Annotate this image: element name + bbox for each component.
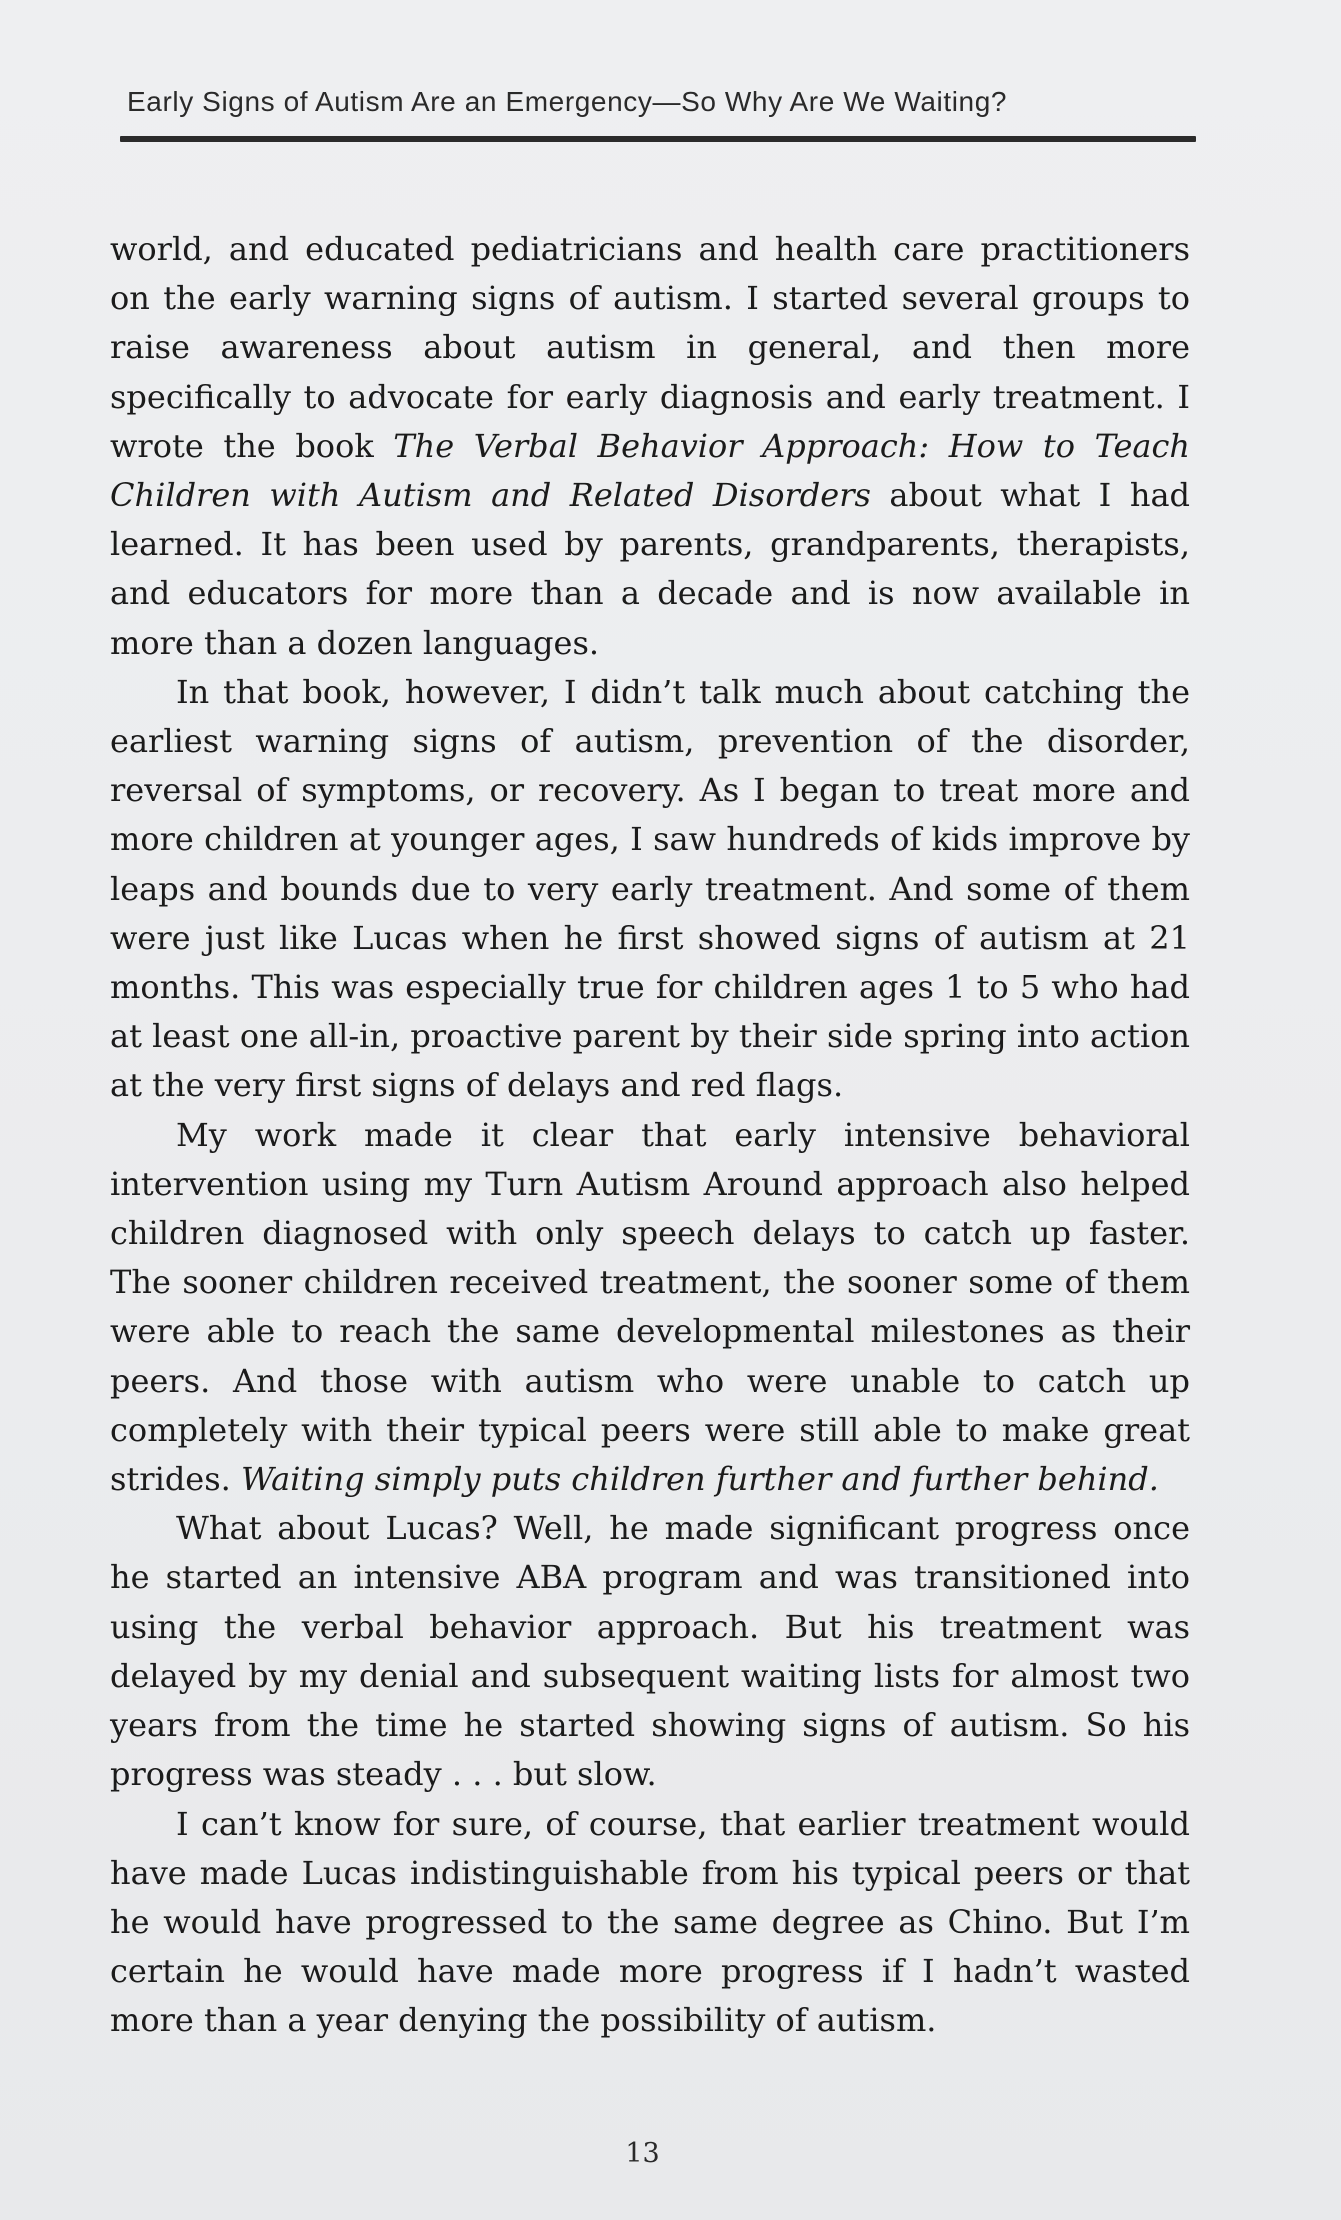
paragraph-1 — [110, 225, 1190, 668]
body-text — [110, 225, 1190, 2046]
book-title: The Verbal Behavior Approach: How to Teach Children with Autism and Related Disorders — [110, 426, 1190, 515]
paragraph-2: In that book, however, I didn’t talk much about catching the earliest warning signs of autism, prevention of the disorder, reversal of symptoms, or recovery. As I began to treat more and more children at younger ages, I saw hundreds of kids improve by leaps and bounds due to very early treatment. And some of them were just like Lucas when he first showed signs of autism at 21 months. This was especially true for children ages 1 to 5 who had at least one all-in, proactive parent by their side spring into action at the very first signs of delays and red flags. — [110, 672, 1191, 1105]
paragraph-3 — [110, 1111, 1190, 1505]
header-rule — [120, 136, 1196, 142]
paragraph-1-text-b: about what I had learned. It has been used by parents, grandparents, therapists, and educators for more than a decade and is now available in more than a dozen languages. — [110, 476, 1191, 662]
paragraph-3-emphasis: Waiting simply puts children further and further behind. — [241, 1460, 1159, 1499]
paragraph-1-text-a: world, and educated pediatricians and health care practitioners on the early warning signs of autism. I started several groups to raise awareness about autism in general, and then more specifically to advocate for early diagnosis and early treatment. I wrote the book — [110, 230, 1190, 465]
running-head: Early Signs of Autism Are an Emergency—So Why Are We Waiting? — [127, 86, 1008, 117]
page-number: 13 — [625, 2138, 660, 2169]
paragraph-5: I can’t know for sure, of course, that earlier treatment would have made Lucas indistinguishable from his typical peers or that he would have progressed to the same degree as Chino. But I’m certain he would have made more progress if I hadn’t wasted more than a year denying the possibility of autism. — [110, 1804, 1190, 2040]
paragraph-4: What about Lucas? Well, he made significant progress once he started an intensive ABA program and was transitioned into using the verbal behavior approach. But his treatment was delayed by my denial and subsequent waiting lists for almost two years from the time he started showing signs of autism. So his progress was steady . . . but slow. — [110, 1509, 1190, 1794]
paragraph-3-text: My work made it clear that early intensive behavioral intervention using my Turn Autism Around approach also helped children diagnosed with only speech delays to catch up faster. The sooner children received treatment, the sooner some of them were able to reach the same developmental milestones as their peers. And those with autism who were unable to catch up completely with their typical peers were still able to make great strides. — [110, 1115, 1190, 1499]
